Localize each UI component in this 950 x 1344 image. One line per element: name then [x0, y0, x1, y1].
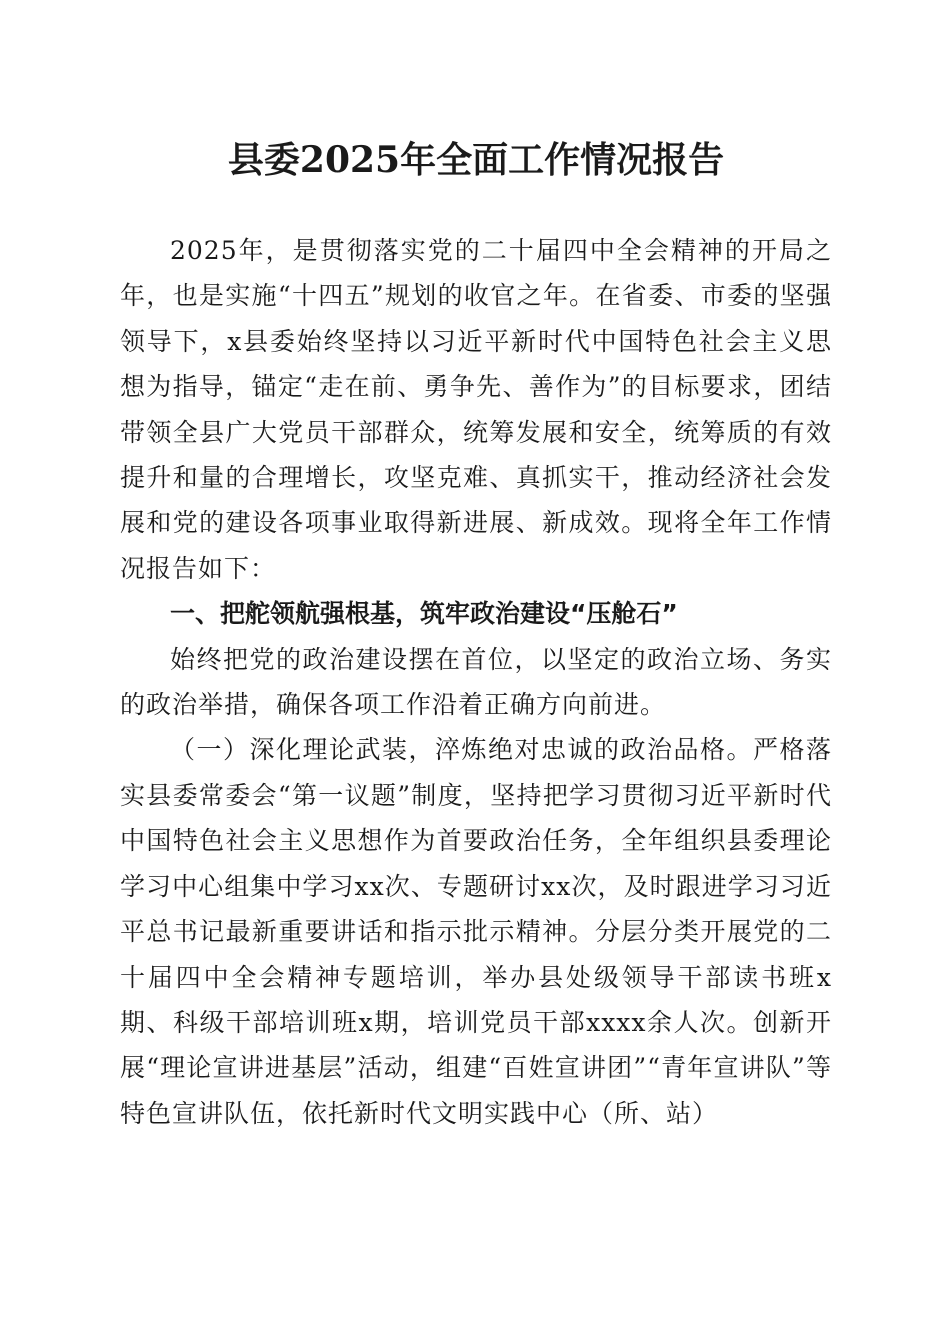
- subsection-lead: （一）深化理论武装，淬炼绝对忠诚的政治品格。: [170, 735, 753, 765]
- document-page: [120, 0, 832, 1344]
- subsection-paragraph: [120, 727, 832, 1136]
- subsection-text: 严格落实县委常委会“第一议题”制度，坚持把学习贯彻习近平新时代中国特色社会主义思想作为首要政治任务，全年组织县委理论学习中心组集中学习xx次、专题研讨xx次，及时跟进学习习近平总书记最新重要讲话和指示批示精神。分层分类开展党的二十届四中全会精神专题培训，举办县处级领导干部读书班x期、科级干部培训班x期，培训党员干部xxxx余人次。创新开展“理论宣讲进基层”活动，组建“百姓宣讲团”“青年宣讲队”等特色宣讲队伍，依托新时代文明实践中心（所、站）: [120, 735, 832, 1128]
- document-body: [120, 228, 832, 1136]
- document-title: 县委2025年全面工作情况报告: [227, 139, 725, 181]
- intro-paragraph: 2025年，是贯彻落实党的二十届四中全会精神的开局之年，也是实施“十四五”规划的收官之年。在省委、市委的坚强领导下，x县委始终坚持以习近平新时代中国特色社会主义思想为指导，锚定“走在前、勇争先、善作为”的目标要求，团结带领全县广大党员干部群众，统筹发展和安全，统筹质的有效提升和量的合理增长，攻坚克难、真抓实干，推动经济社会发展和党的建设各项事业取得新进展、新成效。现将全年工作情况报告如下：: [120, 236, 832, 583]
- section-heading: 一、把舵领航强根基，筑牢政治建设“压舱石”: [170, 599, 678, 629]
- section-paragraph: 始终把党的政治建设摆在首位，以坚定的政治立场、务实的政治举措，确保各项工作沿着正确方向前进。: [120, 644, 832, 720]
